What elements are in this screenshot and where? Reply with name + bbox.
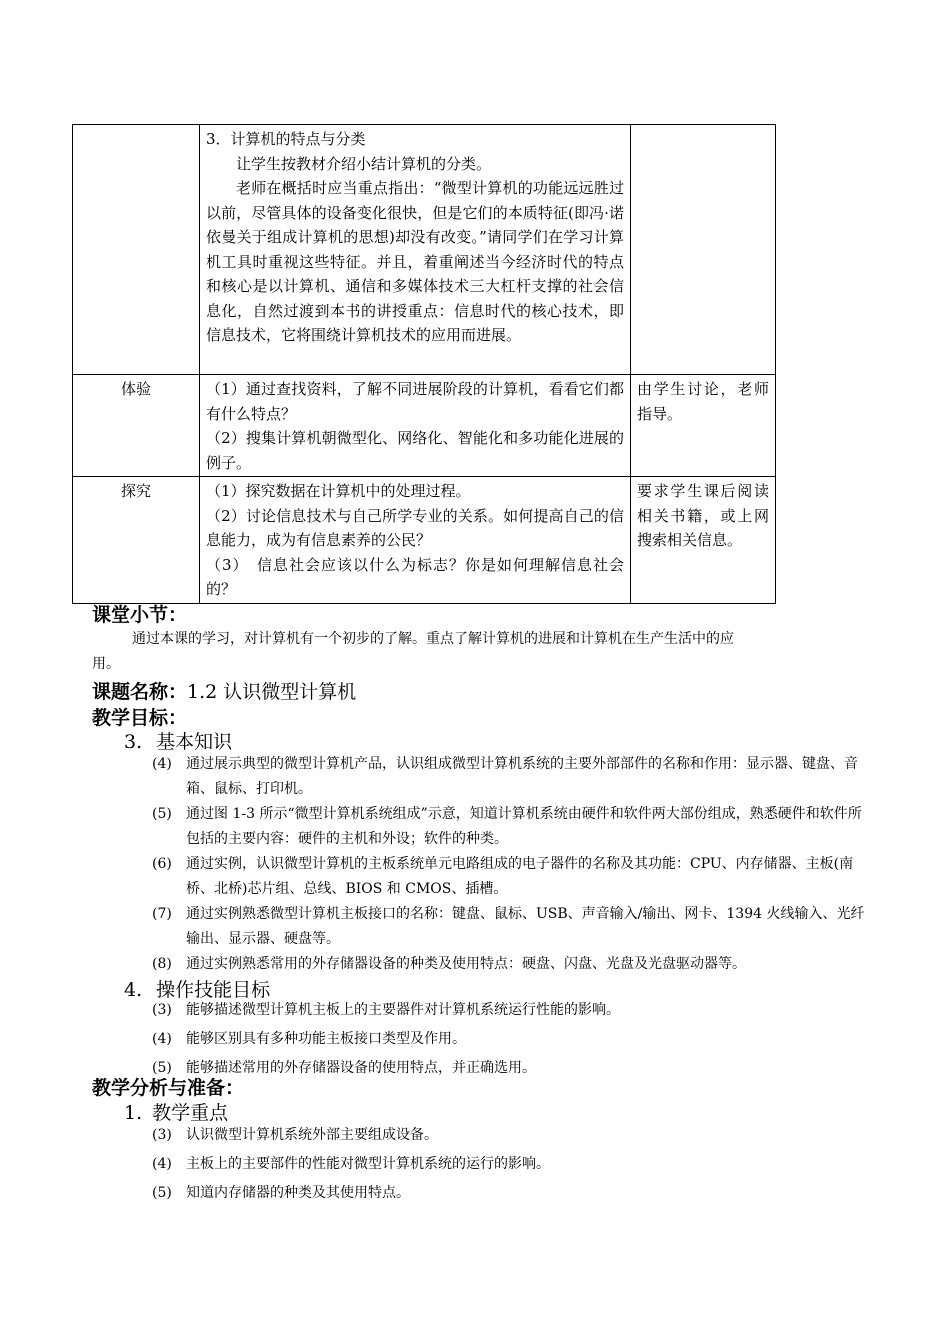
goals-title: 教学目标： <box>92 707 188 729</box>
summary-title: 课堂小节： <box>92 604 188 626</box>
analysis-group-label: 教学重点 <box>152 1102 229 1124</box>
row-content <box>200 125 631 375</box>
goal-list-1 <box>152 752 872 977</box>
content-paragraph: 让学生按教材介绍小结计算机的分类。 <box>236 154 492 173</box>
analysis-list-1 <box>152 1123 872 1206</box>
list-item: (6) 通过实例，认识微型计算机的主板系统单元电路组成的电子器件的名称及其功能：CPU、内存储器、主板(南桥、北桥)芯片组、总线、BIOS 和 CMOS、插槽。 <box>152 856 854 897</box>
list-item: (7) 通过实例熟悉微型计算机主板接口的名称：键盘、鼠标、USB、声音输入/输出、网卡、1394 火线输入、光纤输出、显示器、硬盘等。 <box>152 906 865 947</box>
content-paragraph: 老师在概括时应当重点指出：“微型计算机的功能远远胜过以前，尽管具体的设备变化很快，但是它们的本质特征(即冯·诺依曼关于组成计算机的思想)却没有改变。”请同学们在学习计算机工具时重视这些特征。并且，着重阐述当今经济时代的特点和核心是以计算机、通信和多媒体技术三大杠杆支撑的社会信息化，自然过渡到本书的讲授重点：信息时代的核心技术，即信息技术，它将围绕计算机技术的应用而进展。 <box>206 179 624 344</box>
content-item: （2）搜集计算机朝微型化、网络化、智能化和多功能化进展的例子。 <box>206 429 624 472</box>
row-note: 由学生讨论，老师指导。 <box>631 375 776 477</box>
lesson-table <box>72 124 776 604</box>
analysis-group-num: 1. <box>124 1102 143 1124</box>
analysis-group-1 <box>124 1098 228 1125</box>
row-content <box>200 375 631 477</box>
topic-label: 课题名称： <box>92 681 188 703</box>
topic-heading <box>92 677 356 704</box>
row-label <box>73 125 200 375</box>
list-item: (5) 能够描述常用的外存储器设备的使用特点，并正确选用。 <box>152 1060 536 1076</box>
goal-group-label: 基本知识 <box>156 731 233 753</box>
analysis-title: 教学分析与准备： <box>92 1077 245 1099</box>
row-note <box>631 125 776 375</box>
list-item: (8) 通过实例熟悉常用的外存储器设备的种类及使用特点：硬盘、闪盘、光盘及光盘驱动器等。 <box>152 956 746 972</box>
content-heading: 3．计算机的特点与分类 <box>206 130 366 148</box>
row-note: 要求学生课后阅读相关书籍，或上网搜索相关信息。 <box>631 477 776 604</box>
goal-group-1 <box>124 727 232 754</box>
summary-line-2: 用。 <box>92 656 120 672</box>
content-item: （3） 信息社会应该以什么为标志？你是如何理解信息社会的？ <box>206 555 624 598</box>
goal-group-num: 3. <box>124 731 143 753</box>
summary-line-1: 通过本课的学习，对计算机有一个初步的了解。重点了解计算机的进展和计算机在生产生活中的应 <box>132 631 734 647</box>
list-item: (4) 通过展示典型的微型计算机产品，认识组成微型计算机系统的主要外部部件的名称和作用：显示器、键盘、音箱、鼠标、打印机。 <box>152 756 858 797</box>
list-item: (5) 通过图 1-3 所示“微型计算机系统组成”示意，知道计算机系统由硬件和软件两大部份组成，熟悉硬件和软件所包括的主要内容：硬件的主机和外设；软件的种类。 <box>152 806 862 847</box>
list-item: (3) 能够描述微型计算机主板上的主要器件对计算机系统运行性能的影响。 <box>152 1002 620 1018</box>
row-content <box>200 477 631 604</box>
goal-list-2 <box>152 998 872 1081</box>
list-item: (4) 主板上的主要部件的性能对微型计算机系统的运行的影响。 <box>152 1156 550 1172</box>
list-item: (4) 能够区别具有多种功能主板接口类型及作用。 <box>152 1031 466 1047</box>
content-item: （2）讨论信息技术与自己所学专业的关系。如何提高自己的信息能力，成为有信息素养的公民？ <box>206 506 624 549</box>
goal-group-num: 4. <box>124 979 143 1001</box>
row-label: 探究 <box>73 477 200 604</box>
table-row <box>73 477 776 604</box>
table-row <box>73 375 776 477</box>
row-label: 体验 <box>73 375 200 477</box>
list-item: (3) 认识微型计算机系统外部主要组成设备。 <box>152 1127 438 1143</box>
table-row <box>73 125 776 375</box>
content-item: （1）探究数据在计算机中的处理过程。 <box>206 482 471 500</box>
goal-group-label: 操作技能目标 <box>156 979 271 1001</box>
list-item: (5) 知道内存储器的种类及其使用特点。 <box>152 1185 410 1201</box>
topic-value: 1.2 认识微型计算机 <box>187 681 357 703</box>
content-item: （1）通过查找资料，了解不同进展阶段的计算机，看看它们都有什么特点？ <box>206 380 624 423</box>
